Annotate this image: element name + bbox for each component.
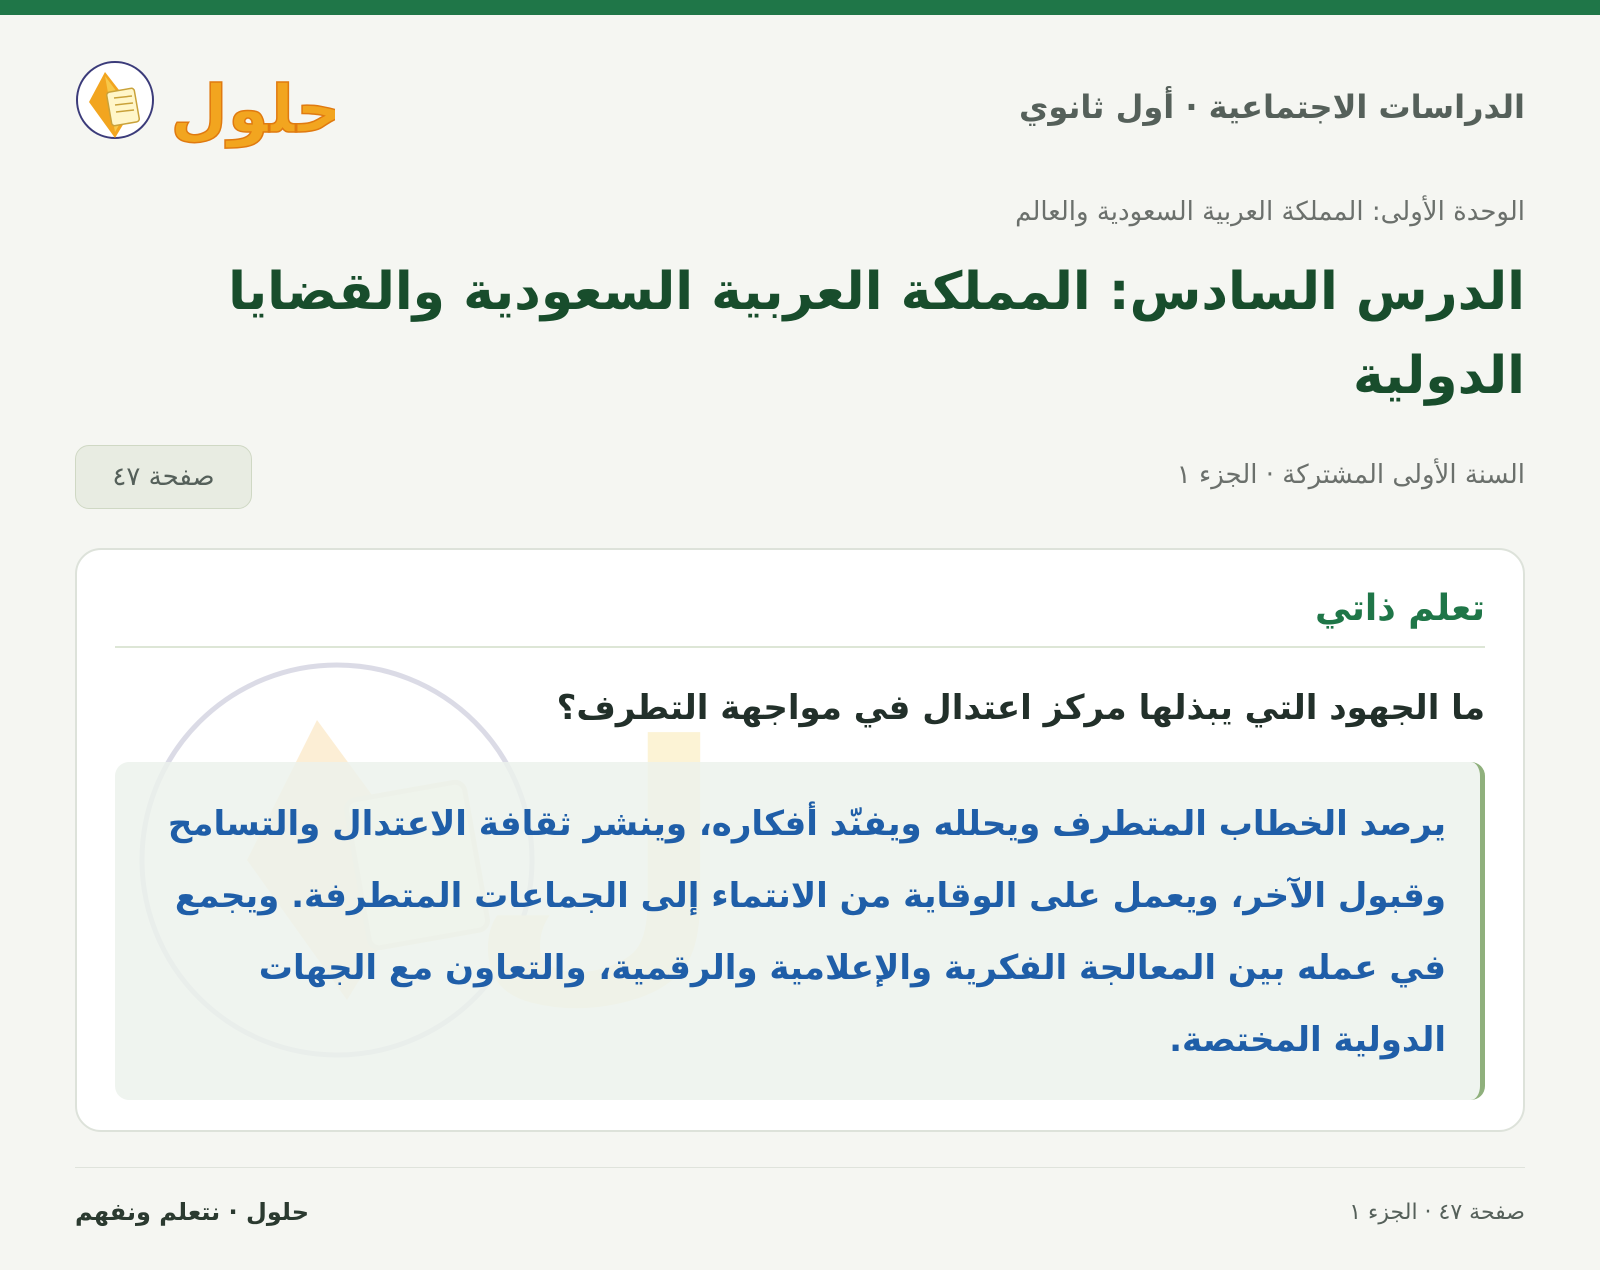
brand-logo[interactable] [75, 50, 335, 160]
year-part-label: السنة الأولى المشتركة · الجزء ١ [1176, 460, 1525, 490]
page-badge: صفحة ٤٧ [75, 445, 252, 509]
card-divider [115, 646, 1485, 648]
question-text: ما الجهود التي يبذلها مركز اعتدال في مواجهة التطرف؟ [556, 688, 1485, 728]
footer-brand-tagline: حلول · نتعلم ونفهم [75, 1198, 309, 1226]
self-learning-card [75, 548, 1525, 1132]
unit-label: الوحدة الأولى: المملكة العربية السعودية والعالم [1015, 197, 1525, 227]
lesson-title: الدرس السادس: المملكة العربية السعودية والقضايا الدولية [228, 262, 1525, 406]
lesson-meta-row [75, 445, 1525, 509]
card-heading: تعلم ذاتي [1314, 588, 1485, 629]
subject-title: الدراسات الاجتماعية · أول ثانوي [1019, 88, 1525, 126]
header [75, 50, 1525, 160]
logo-wordmark: حلول [170, 71, 335, 148]
answer-text: يرصد الخطاب المتطرف ويحلله ويفنّد أفكاره، وينشر ثقافة الاعتدال والتسامح وقبول الآخر، ويعمل على الوقاية من الانتماء إلى الجماعات المتطرفة. ويجمع في عمله بين المعالجة الفكرية والإعلامية والرقمية، والتعاون مع الجهات الدولية المختصة. [167, 804, 1446, 1060]
footer-divider [75, 1167, 1525, 1168]
answer-box [115, 762, 1485, 1100]
footer-page-info: صفحة ٤٧ · الجزء ١ [1349, 1200, 1525, 1225]
book-icon [75, 50, 335, 160]
top-accent-bar [0, 0, 1600, 15]
